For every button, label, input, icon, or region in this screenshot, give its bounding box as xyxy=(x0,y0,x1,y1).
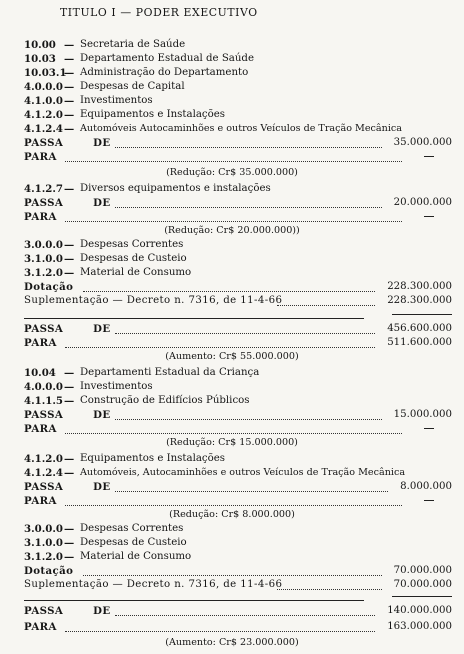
line-row xyxy=(0,38,464,52)
line-row xyxy=(0,508,464,522)
dotted-leader xyxy=(115,146,381,148)
dotted-leader xyxy=(65,346,375,348)
account-code: 10.03.1 xyxy=(24,67,67,79)
account-code: 4.0.0.0 xyxy=(24,81,63,93)
line-row xyxy=(0,366,464,380)
dotted-leader xyxy=(65,504,402,506)
line-row xyxy=(0,452,464,466)
amount-value: 70.000.000 xyxy=(393,579,452,590)
section-rule xyxy=(392,314,452,315)
section-title-text: TITULO I — PODER EXECUTIVO xyxy=(60,6,258,19)
amount-label: PARA xyxy=(24,151,57,163)
separator-dash: — xyxy=(64,67,75,79)
dotted-leader xyxy=(65,160,402,162)
line-row xyxy=(0,52,464,66)
separator-dash: — xyxy=(64,537,75,549)
separator-dash: — xyxy=(64,239,75,251)
separator-dash: — xyxy=(64,109,75,121)
separator-dash: — xyxy=(64,551,75,563)
amount-label: Suplementação — Decreto n. 7316, de 11-4-66 xyxy=(24,579,283,590)
account-description: Equipamentos e Instalações xyxy=(80,109,225,120)
account-code: 3.1.0.0 xyxy=(24,253,63,265)
dotted-leader xyxy=(115,418,381,420)
section-title xyxy=(0,6,464,20)
separator-dash: — xyxy=(64,183,75,195)
account-code: 4.1.1.5 xyxy=(24,395,63,407)
section-rule xyxy=(24,318,364,319)
account-description: Secretaria de Saúde xyxy=(80,39,186,50)
separator-dash: — xyxy=(64,453,75,465)
separator-dash: — xyxy=(64,381,75,393)
amount-label: PASSA DE xyxy=(24,323,111,335)
line-row xyxy=(0,238,464,252)
amount-value: 20.000.000 xyxy=(393,197,452,208)
separator-dash: — xyxy=(64,39,75,51)
amount-label: Dotação xyxy=(24,281,74,293)
line-row xyxy=(0,422,464,436)
amount-value: 228.300.000 xyxy=(387,281,452,292)
dotted-leader xyxy=(115,332,375,334)
line-row xyxy=(0,150,464,164)
line-row xyxy=(0,466,464,480)
account-code: 4.1.2.0 xyxy=(24,109,63,121)
line-row xyxy=(0,136,464,150)
account-description: Departamenti Estadual da Criança xyxy=(80,367,260,378)
amount-value: 15.000.000 xyxy=(393,409,452,420)
dotted-leader xyxy=(83,290,376,292)
account-description: Despesas de Custeio xyxy=(80,253,187,264)
line-row xyxy=(0,182,464,196)
line-row xyxy=(0,480,464,494)
line-row xyxy=(0,350,464,364)
line-row xyxy=(0,436,464,450)
account-code: 3.1.2.0 xyxy=(24,267,63,279)
account-code: 3.0.0.0 xyxy=(24,523,63,535)
account-description: Investimentos xyxy=(80,95,153,106)
change-note: (Redução: Cr$ 15.000.000) xyxy=(166,437,298,448)
dotted-leader xyxy=(277,304,375,306)
line-row xyxy=(0,196,464,210)
line-row xyxy=(0,322,464,336)
account-description: Despesas de Capital xyxy=(80,81,185,92)
separator-dash: — xyxy=(64,81,75,93)
dotted-leader xyxy=(277,588,382,590)
line-row xyxy=(0,294,464,308)
account-description: Investimentos xyxy=(80,381,153,392)
account-code: 3.1.0.0 xyxy=(24,537,63,549)
line-row xyxy=(0,94,464,108)
line-row xyxy=(0,550,464,564)
separator-dash: — xyxy=(64,53,75,65)
amount-label: Dotação xyxy=(24,565,74,577)
dotted-leader xyxy=(115,206,381,208)
separator-dash: — xyxy=(64,267,75,279)
account-description: Equipamentos e Instalações xyxy=(80,453,225,464)
account-code: 4.1.0.0 xyxy=(24,95,63,107)
line-row xyxy=(0,564,464,578)
line-row xyxy=(0,380,464,394)
account-code: 4.1.2.7 xyxy=(24,183,63,195)
account-description: Diversos equipamentos e instalações xyxy=(80,183,271,194)
account-description: Despesas de Custeio xyxy=(80,537,187,548)
account-description: Departamento Estadual de Saúde xyxy=(80,53,254,64)
line-row xyxy=(0,636,464,650)
line-row xyxy=(0,108,464,122)
amount-label: PARA xyxy=(24,495,57,507)
amount-label: PASSA DE xyxy=(24,197,111,209)
amount-value: 140.000.000 xyxy=(387,605,452,616)
amount-label: PASSA DE xyxy=(24,605,111,617)
line-row xyxy=(0,394,464,408)
change-note: (Aumento: Cr$ 23.000.000) xyxy=(165,637,299,648)
account-code: 3.1.2.0 xyxy=(24,551,63,563)
separator-dash: — xyxy=(64,367,75,379)
dotted-leader xyxy=(115,614,375,616)
account-description: Material de Consumo xyxy=(80,551,192,562)
dotted-leader xyxy=(115,490,388,492)
separator-dash: — xyxy=(64,395,75,407)
account-description: Despesas Correntes xyxy=(80,523,184,534)
amount-label: PASSA DE xyxy=(24,481,111,493)
account-code: 4.1.2.0 xyxy=(24,453,63,465)
account-description: Despesas Correntes xyxy=(80,239,184,250)
account-code: 4.1.2.4 xyxy=(24,123,63,135)
amount-value: 35.000.000 xyxy=(393,137,452,148)
account-code: 10.03 xyxy=(24,53,56,65)
amount-value: 511.600.000 xyxy=(387,337,452,348)
account-code: 4.0.0.0 xyxy=(24,381,63,393)
account-description: Material de Consumo xyxy=(80,267,192,278)
change-note: (Aumento: Cr$ 55.000.000) xyxy=(165,351,299,362)
line-row xyxy=(0,578,464,592)
amount-label: PASSA DE xyxy=(24,409,111,421)
account-code: 4.1.2.4 xyxy=(24,467,63,479)
separator-dash: — xyxy=(64,467,75,479)
separator-dash: — xyxy=(64,95,75,107)
line-row xyxy=(0,266,464,280)
account-description: Construção de Edifícios Públicos xyxy=(80,395,250,406)
line-row xyxy=(0,408,464,422)
amount-value: 228.300.000 xyxy=(387,295,452,306)
line-row xyxy=(0,66,464,80)
section-rule xyxy=(24,600,364,601)
amount-label: PASSA DE xyxy=(24,137,111,149)
line-row xyxy=(0,210,464,224)
change-note: (Redução: Cr$ 35.000.000) xyxy=(166,167,298,178)
dotted-leader xyxy=(65,220,402,222)
line-row xyxy=(0,620,464,634)
change-note: (Redução: Cr$ 8.000.000) xyxy=(169,509,295,520)
amount-value: 70.000.000 xyxy=(393,565,452,576)
change-note: (Redução: Cr$ 20.000.000)) xyxy=(164,225,300,236)
line-row xyxy=(0,536,464,550)
amount-value: 456.600.000 xyxy=(387,323,452,334)
account-description: Automóveis Autocaminhões e outros Veículos de Tração Mecânica xyxy=(80,123,402,134)
dotted-leader xyxy=(65,432,402,434)
account-code: 3.0.0.0 xyxy=(24,239,63,251)
line-row xyxy=(0,224,464,238)
dotted-leader xyxy=(65,630,375,632)
amount-label: PARA xyxy=(24,337,57,349)
account-code: 10.04 xyxy=(24,367,56,379)
amount-label: PARA xyxy=(24,621,57,633)
section-rule xyxy=(392,596,452,597)
separator-dash: — xyxy=(64,523,75,535)
amount-label: PARA xyxy=(24,211,57,223)
line-row xyxy=(0,80,464,94)
amount-value: 8.000.000 xyxy=(400,481,452,492)
separator-dash: — xyxy=(64,253,75,265)
line-row xyxy=(0,336,464,350)
line-row xyxy=(0,166,464,180)
line-row xyxy=(0,604,464,618)
account-description: Administração do Departamento xyxy=(80,67,249,78)
amount-label: Suplementação — Decreto n. 7316, de 11-4-66 xyxy=(24,295,283,306)
amount-label: PARA xyxy=(24,423,57,435)
line-row xyxy=(0,494,464,508)
account-description: Automóveis, Autocaminhões e outros Veículos de Tração Mecânica xyxy=(80,467,406,478)
amount-value: 163.000.000 xyxy=(387,621,452,632)
separator-dash: — xyxy=(64,123,75,135)
line-row xyxy=(0,280,464,294)
line-row xyxy=(0,252,464,266)
line-row xyxy=(0,122,464,136)
dotted-leader xyxy=(83,574,382,576)
line-row xyxy=(0,522,464,536)
account-code: 10.00 xyxy=(24,39,56,51)
